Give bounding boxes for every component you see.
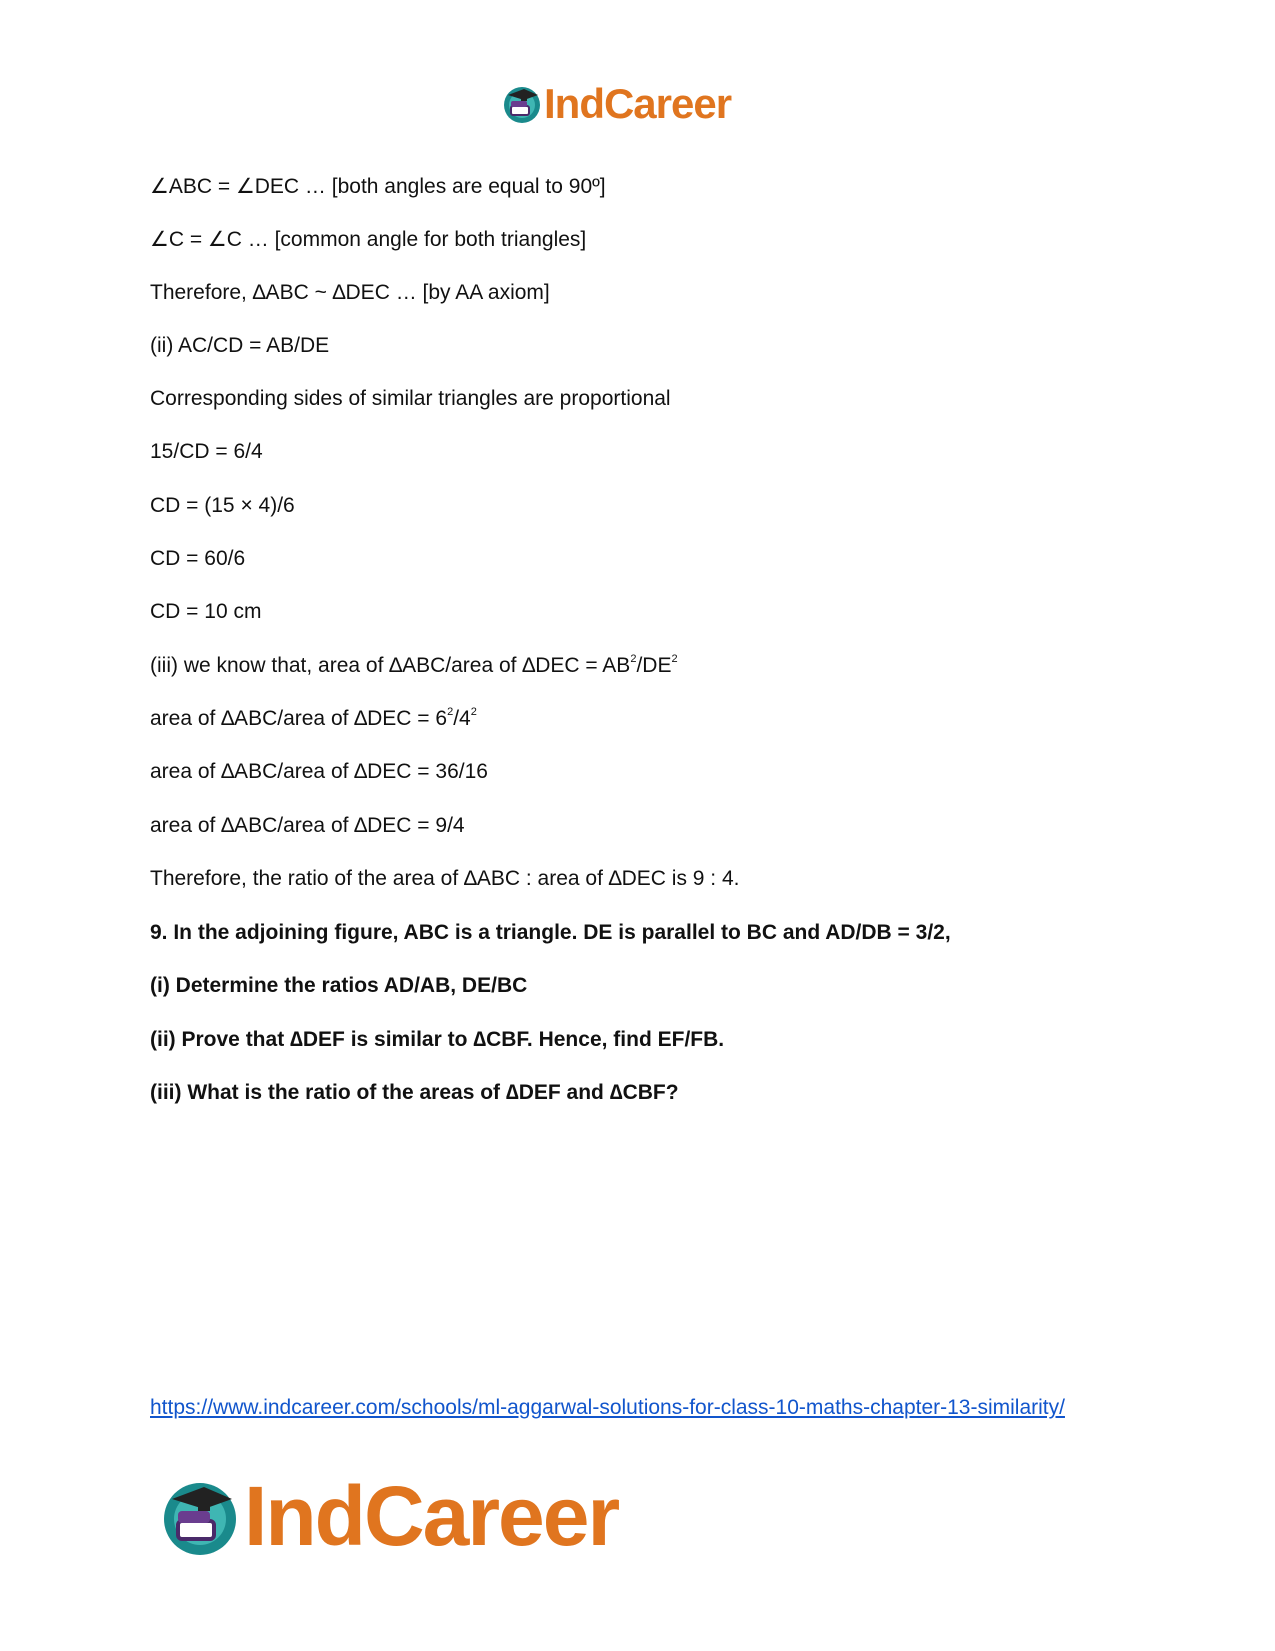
text-line: Corresponding sides of similar triangles are proportional: [150, 387, 671, 410]
text-line: Therefore, ∆ABC ~ ∆DEC … [by AA axiom]: [150, 281, 550, 304]
text-line: CD = 10 cm: [150, 600, 262, 623]
text-line: Therefore, the ratio of the area of ∆ABC : area of ∆DEC is 9 : 4.: [150, 867, 740, 890]
question-part: (ii) Prove that ∆DEF is similar to ∆CBF. Hence, find EF/FB.: [150, 1028, 725, 1051]
question-part: (iii) What is the ratio of the areas of ∆DEF and ∆CBF?: [150, 1081, 679, 1104]
text-line: area of ∆ABC/area of ∆DEC = 9/4: [150, 814, 465, 837]
text-line: 15/CD = 6/4: [150, 440, 263, 463]
text-line: ∠ABC = ∠DEC … [both angles are equal to 90º]: [150, 175, 606, 198]
text-line: ∠C = ∠C … [common angle for both triangles]: [150, 228, 587, 251]
graduation-cap-globe-icon: [160, 1477, 240, 1557]
text-line: area of ∆ABC/area of ∆DEC = 36/16: [150, 760, 488, 783]
text-line: (ii) AC/CD = AB/DE: [150, 334, 330, 357]
question-part: (i) Determine the ratios AD/AB, DE/BC: [150, 974, 528, 997]
text-line: CD = (15 × 4)/6: [150, 494, 295, 517]
logo-text: IndCareer: [244, 1469, 619, 1563]
text-line: (iii) we know that, area of ∆ABC/area of $\Delta DEC = AB^2/DE^2$: [150, 653, 678, 677]
text-line: CD = 60/6: [150, 547, 246, 570]
logo-text: IndCareer: [544, 80, 732, 127]
header-logo: [502, 80, 731, 128]
text-line: area of ∆ABC/area of $\Delta DEC = 6^2/4^2$: [150, 706, 477, 730]
footer-logo: [160, 1468, 618, 1565]
question-heading: 9. In the adjoining figure, ABC is a triangle. DE is parallel to BC and AD/DB = 3/2,: [150, 921, 951, 944]
graduation-cap-globe-icon: [502, 84, 542, 124]
source-link[interactable]: https://www.indcareer.com/schools/ml-aggarwal-solutions-for-class-10-maths-chapter-13-similarity/: [150, 1396, 1065, 1419]
